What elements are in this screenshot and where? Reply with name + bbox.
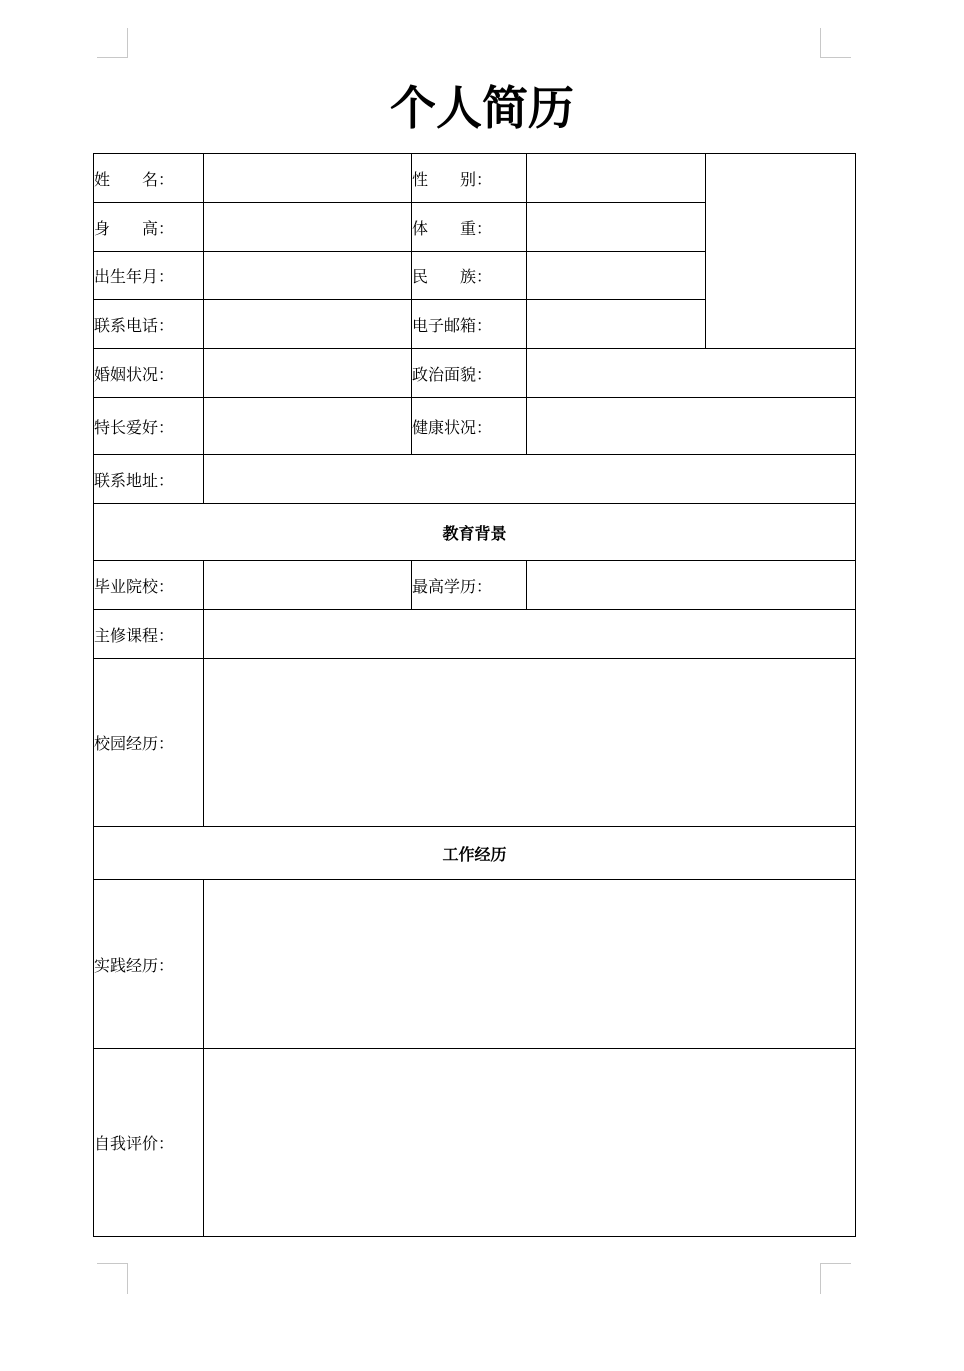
label-marital: 婚姻状况：	[94, 349, 204, 398]
resume-table	[93, 153, 856, 1237]
field-height[interactable]	[204, 203, 412, 252]
crop-mark-top-left	[97, 28, 128, 58]
field-degree[interactable]	[527, 561, 856, 610]
label-health: 健康状况：	[412, 398, 527, 455]
row-work-heading	[94, 827, 856, 880]
section-work-heading: 工作经历	[94, 827, 856, 880]
row-name	[94, 154, 856, 203]
row-practice	[94, 880, 856, 1049]
field-campus[interactable]	[204, 659, 856, 827]
label-email: 电子邮箱：	[412, 300, 527, 349]
field-marital[interactable]	[204, 349, 412, 398]
label-hobbies: 特长爱好：	[94, 398, 204, 455]
row-self-eval	[94, 1049, 856, 1237]
field-address[interactable]	[204, 455, 856, 504]
label-name: 姓 名：	[94, 154, 204, 203]
crop-mark-top-right	[820, 28, 851, 58]
label-campus: 校园经历：	[94, 659, 204, 827]
photo-box[interactable]	[706, 154, 856, 349]
row-marital	[94, 349, 856, 398]
row-hobbies	[94, 398, 856, 455]
field-weight[interactable]	[527, 203, 706, 252]
section-education-heading: 教育背景	[94, 504, 856, 561]
crop-mark-bottom-left	[97, 1263, 128, 1294]
label-degree: 最高学历：	[412, 561, 527, 610]
field-email[interactable]	[527, 300, 706, 349]
row-address	[94, 455, 856, 504]
label-phone: 联系电话：	[94, 300, 204, 349]
field-gender[interactable]	[527, 154, 706, 203]
label-address: 联系地址：	[94, 455, 204, 504]
field-name[interactable]	[204, 154, 412, 203]
label-self-eval: 自我评价：	[94, 1049, 204, 1237]
field-political[interactable]	[527, 349, 856, 398]
crop-mark-bottom-right	[820, 1263, 851, 1294]
label-gender: 性 别：	[412, 154, 527, 203]
label-birth: 出生年月：	[94, 252, 204, 300]
field-practice[interactable]	[204, 880, 856, 1049]
label-weight: 体 重：	[412, 203, 527, 252]
field-birth[interactable]	[204, 252, 412, 300]
field-hobbies[interactable]	[204, 398, 412, 455]
field-self-eval[interactable]	[204, 1049, 856, 1237]
row-education-heading	[94, 504, 856, 561]
field-health[interactable]	[527, 398, 856, 455]
row-school	[94, 561, 856, 610]
field-ethnicity[interactable]	[527, 252, 706, 300]
label-height: 身 高：	[94, 203, 204, 252]
label-ethnicity: 民 族：	[412, 252, 527, 300]
label-practice: 实践经历：	[94, 880, 204, 1049]
field-school[interactable]	[204, 561, 412, 610]
label-courses: 主修课程：	[94, 610, 204, 659]
row-courses	[94, 610, 856, 659]
field-courses[interactable]	[204, 610, 856, 659]
label-school: 毕业院校：	[94, 561, 204, 610]
field-phone[interactable]	[204, 300, 412, 349]
label-political: 政治面貌：	[412, 349, 527, 398]
row-campus	[94, 659, 856, 827]
page-title: 个人简历	[390, 81, 574, 135]
